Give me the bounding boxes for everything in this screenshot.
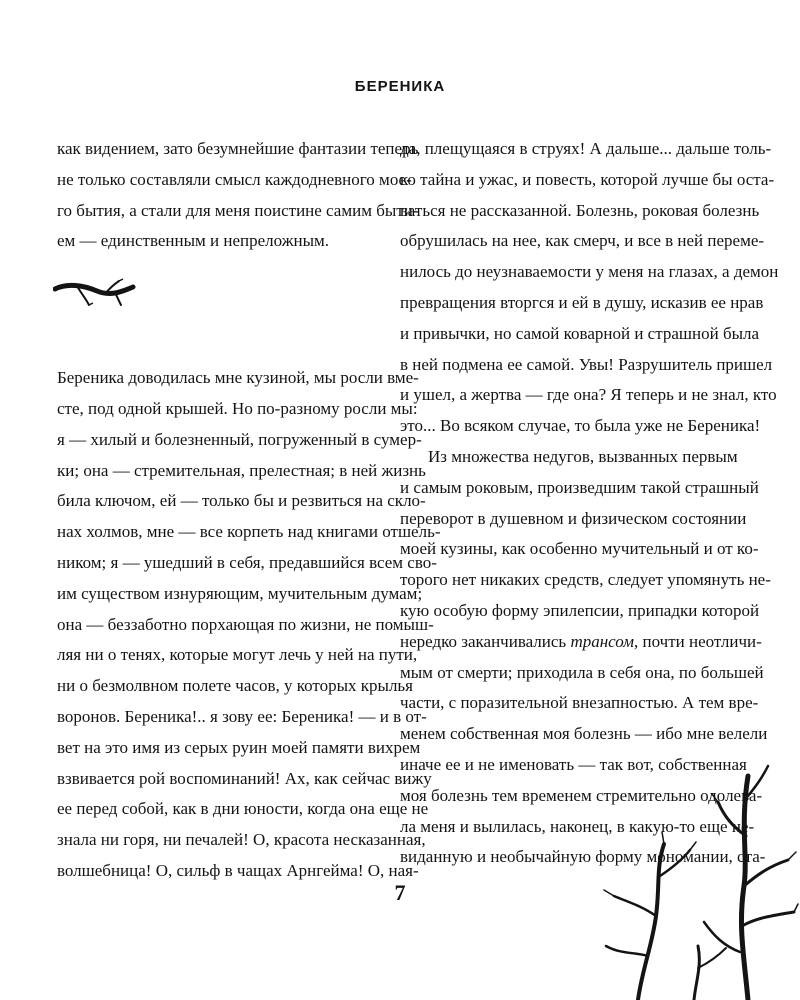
text-line: иначе ее и не именовать — так вот, собственная — [400, 754, 747, 774]
text-line: и самым роковым, произведшим такой страшный — [400, 477, 759, 497]
text-line: виданную и необычайную форму мономании, ста- — [400, 847, 766, 867]
text-line: ни о безмолвном полете часов, у которых крылья — [57, 676, 414, 696]
text-line: ее перед собой, как в дни юности, когда она еще не — [57, 799, 429, 819]
text-line: вет на это имя из серых руин моей памяти вихрем — [57, 737, 421, 757]
section-break — [57, 257, 375, 363]
left-column — [57, 134, 441, 887]
italic-term: трансом — [570, 631, 634, 651]
branch-ornament-icon — [53, 275, 139, 309]
text-line: ем — единственным и непреложным. — [57, 231, 330, 251]
text-line: волшебница! О, сильф в чащах Арнгейма! О, ная- — [57, 860, 419, 880]
text-line: го бытия, а стали для меня поистине самим быти- — [57, 200, 419, 220]
text-line: ла меня и вылилась, наконец, в какую-то еще не- — [400, 816, 755, 836]
text-run: нередко заканчивались — [400, 631, 571, 651]
text-line: Из множества недугов, вызванных первым — [428, 446, 738, 466]
text-line: я — хилый и болезненный, погруженный в сумер- — [57, 429, 422, 449]
text-line: воронов. Береника!.. я зову ее: Береника! — и в от- — [57, 706, 427, 726]
text-line: Береника доводилась мне кузиной, мы росли вме- — [57, 368, 419, 388]
text-line: ки; она — стремительная, прелестная; в ней жизнь — [57, 460, 426, 480]
text-line: взвивается рой воспоминаний! Ах, как сейчас вижу — [57, 768, 432, 788]
text-line: сте, под одной крышей. Но по-разному росли мы: — [57, 398, 418, 418]
text-line: переворот в душевном и физическом состоянии — [400, 508, 747, 528]
text-line: ваться не рассказанной. Болезнь, роковая болезнь — [400, 200, 760, 220]
text-line: моя болезнь тем временем стремительно одолева- — [400, 785, 763, 805]
text-line: это... Во всяком случае, то была уже не Береника! — [400, 416, 761, 436]
text-line: кую особую форму эпилепсии, припадки которой — [400, 600, 760, 620]
text-line: била ключом, ей — только бы и резвиться на скло- — [57, 491, 426, 511]
text-line: как видением, зато безумнейшие фантазии теперь — [57, 139, 419, 158]
text-line: превращения вторгся и ей в душу, исказив ее нрав — [400, 292, 764, 312]
text-line: ко тайна и ужас, и повесть, которой лучше бы оста- — [400, 169, 775, 189]
text-line: в ней подмена ее самой. Увы! Разрушитель пришел — [400, 354, 773, 374]
text-line: и привычки, но самой коварной и страшной была — [400, 323, 760, 343]
text-line: не только составляли смысл каждодневного мое- — [57, 169, 412, 189]
running-head-title: БЕРЕНИКА — [354, 78, 446, 95]
text-line: она — беззаботно порхающая по жизни, не помыш- — [57, 614, 434, 634]
text-line: да, плещущаяся в струях! А дальше... дальше толь- — [400, 139, 772, 158]
text-line: им существом изнуряющим, мучительным думам; — [57, 583, 423, 603]
text-line: мым от смерти; приходила в себя она, по большей — [400, 662, 764, 682]
text-line: обрушилась на нее, как смерч, и все в ней переме- — [400, 231, 765, 251]
text-line: знала ни горя, ни печалей! О, красота несказанная, — [57, 830, 426, 850]
text-line-with-italic — [400, 627, 762, 658]
text-line: менем собственная моя болезнь — ибо мне велели — [400, 724, 768, 744]
text-line: ником; я — ушедший в себя, предавшийся всем сво- — [57, 552, 437, 572]
text-line: и ушел, а жертва — где она? Я теперь и не знал, кто — [400, 385, 777, 405]
text-run: , почти неотличи- — [634, 631, 762, 651]
text-line: моей кузины, как особенно мучительный и от ко- — [400, 539, 759, 559]
text-line: ляя ни о тенях, которые могут лечь у ней на пути, — [57, 645, 418, 665]
bare-tree-icon — [598, 756, 800, 1000]
text-line: торого нет никаких средств, следует упомянуть не- — [400, 570, 771, 590]
page-number: 7 — [394, 880, 406, 905]
text-line: нах холмов, мне — все корпеть над книгами отшель- — [57, 522, 441, 542]
text-line: нилось до неузнаваемости у меня на глазах, а демон — [400, 262, 779, 282]
text-line: части, с поразительной внезапностью. А тем вре- — [400, 693, 759, 713]
